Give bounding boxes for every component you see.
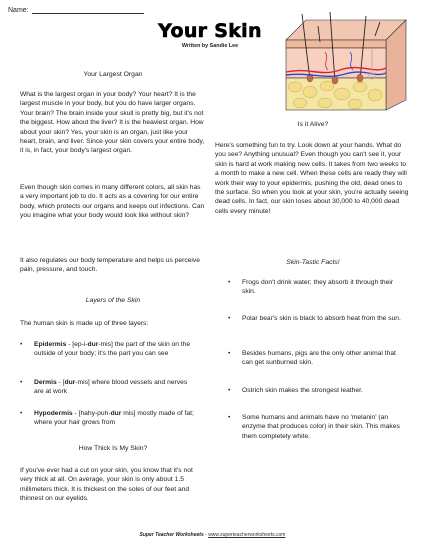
layer-item-dermis — [20, 378, 206, 398]
bullet-dot: • — [228, 387, 231, 394]
bullet-dot: • — [228, 315, 231, 322]
fact-text: Frogs don't drink water; they absorb it through their skin. — [242, 279, 394, 296]
bullet-dot: • — [20, 410, 23, 417]
layer-desc: mostly made of fat; where your hair grows from — [34, 410, 194, 427]
heading-layers: Layers of the Skin — [85, 297, 141, 304]
layer-pron-stress: dur — [64, 379, 76, 386]
layer-item-hypodermis — [20, 409, 206, 429]
layer-term: Dermis — [34, 379, 57, 386]
fact-item — [228, 349, 408, 369]
fact-item — [228, 413, 408, 443]
layer-desc: the part of the skin on the outside of your body; it's the part you can see — [34, 341, 191, 358]
footer — [0, 532, 425, 538]
paragraph-text: The human skin is made up of three layers: — [20, 320, 149, 327]
bullet-dot: • — [228, 414, 231, 421]
footer-separator: - — [203, 532, 209, 538]
layer-text — [34, 340, 194, 359]
paragraph-text: Even though skin comes in many different colors, all skin has a very important job to do. It acts as a covering for our entire body, which protects our organs and keeps out infections. Can you imagine what your body would look like without skin? — [20, 184, 205, 220]
layer-text — [34, 409, 194, 428]
layer-pron: - [ep-i- — [66, 341, 88, 348]
bullet-dot: • — [228, 279, 231, 286]
bullet-dot: • — [228, 350, 231, 357]
layer-pron: -mis] — [75, 379, 90, 386]
heading-skin-tastic-facts: Skin-Tastic Facts! — [286, 259, 340, 266]
paragraph-text: Here's something fun to try. Look down at your hands. What do you see? Anything unusual? Even though you can't see it, your skin is hard at work making new cells. It takes from two weeks to a month to make a new cell. When these cells are ready they will work their way to your epidermis, pushing the old, dead ones to the surface. So when you look at your skin, you're actually seeing dead cells. In fact, our skin loses about 30,000 to 40,000 dead cells every minute! — [215, 142, 409, 215]
layer-term: Hypodermis — [34, 410, 73, 417]
footer-brand: Super Teacher Worksheets — [139, 532, 204, 538]
paragraph-text: If you've ever had a cut on your skin, you know that it's not very thick at all. On average, your skin is only about 1.5 millimeters thick. It is thickest on the soles of our feet and thinnest on our eyelids. — [20, 467, 193, 503]
layer-pron: - [hahy-puh- — [72, 410, 111, 417]
heading-how-thick: How Thick Is My Skin? — [78, 445, 148, 452]
layer-pron-stress: dur — [87, 341, 99, 348]
fact-text: Besides humans, pigs are the only other animal that can get sunburned skin. — [242, 350, 396, 367]
layer-term: Epidermis — [34, 341, 67, 348]
paragraph-three-layers — [20, 319, 206, 328]
footer-link[interactable]: www.superteacherworksheets.com — [208, 532, 286, 538]
skin-cross-section-illustration — [280, 12, 408, 112]
paragraph-text: What is the largest organ in your body? Your heart? It is the largest muscle in your body, but you do have larger organs. Your brain? The brain inside your skull is pretty big, but it's not the biggest. How about the liver? It is the heaviest organ. How about your skin? Yes, your skin is an organ, just like your heart, brain, and liver. Since your skin covers your entire body, it is, in fact, your body's largest organ. — [20, 91, 205, 155]
paragraph-is-it-alive — [215, 141, 411, 216]
fact-text: Some humans and animals have no 'melanin' (an enzyme that produces color) in their skin. This makes them completely white. — [242, 414, 400, 440]
heading-largest-organ: Your Largest Organ — [83, 71, 143, 78]
fact-item — [228, 386, 408, 398]
paragraph-largest-organ — [20, 90, 206, 156]
layer-text — [34, 378, 194, 397]
fact-text: Polar bear's skin is black to absorb heat from the sun. — [242, 315, 401, 322]
bullet-dot: • — [20, 379, 23, 386]
layer-pron-stress: dur — [110, 410, 122, 417]
name-field — [8, 6, 144, 14]
bullet-dot: • — [20, 341, 23, 348]
page-title: Your Skin — [158, 20, 262, 42]
paragraph-skin-colors — [20, 183, 206, 221]
layer-desc: where blood vessels and nerves are at work — [34, 379, 188, 396]
layer-pron: -mis] — [98, 341, 113, 348]
fact-item — [228, 278, 408, 298]
heading-is-it-alive: Is it Alive? — [297, 121, 329, 128]
paragraph-regulates — [20, 256, 206, 275]
name-line — [32, 6, 144, 14]
paragraph-how-thick — [20, 466, 206, 504]
fact-text: Ostrich skin makes the strongest leather. — [242, 387, 363, 394]
layer-item-epidermis — [20, 340, 206, 370]
paragraph-text: It also regulates our body temperature and helps us perceive pain, pressure, and touch. — [20, 257, 200, 274]
layer-pron: - [ — [56, 379, 65, 386]
layer-pron: mis] — [121, 410, 136, 417]
name-label: Name: — [8, 7, 29, 14]
fact-item — [228, 314, 408, 334]
byline: Written by Sandie Lee — [181, 43, 239, 49]
